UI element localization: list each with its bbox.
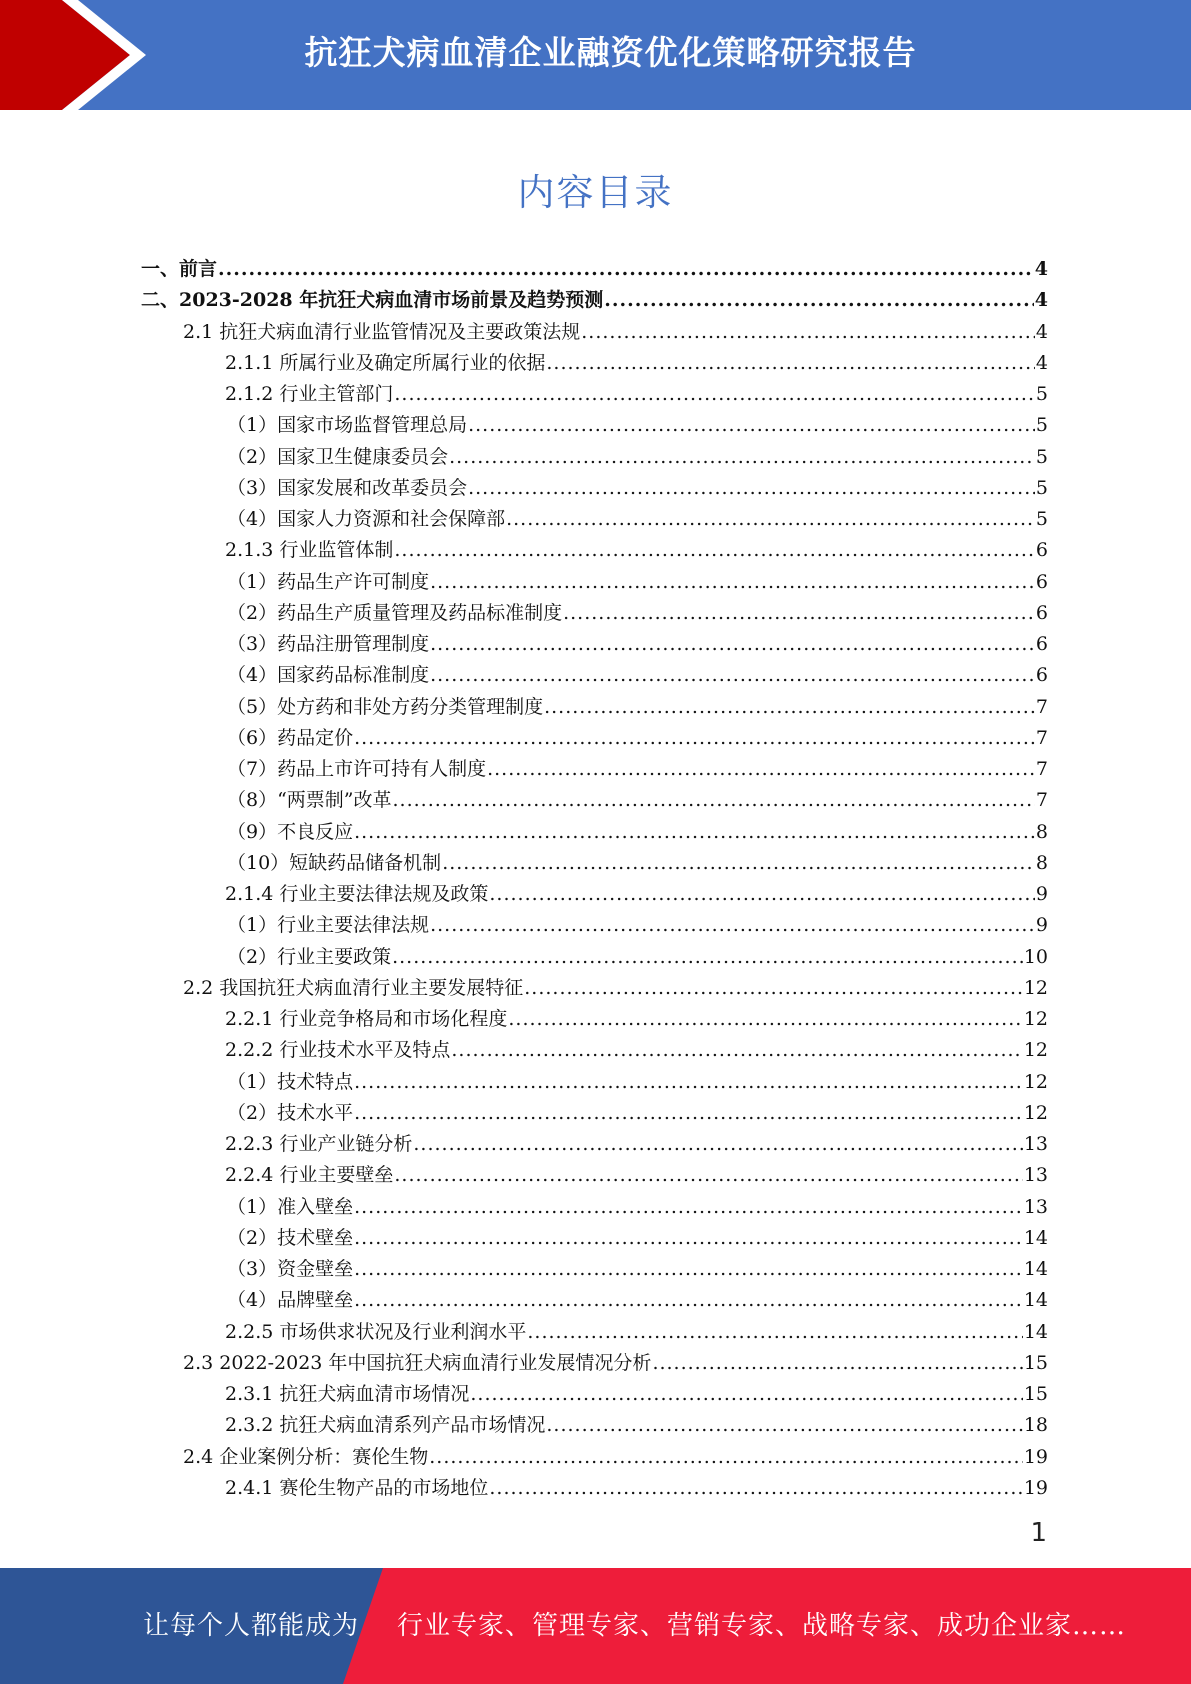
toc-entry-page: 19 [1023, 1476, 1048, 1499]
toc-entry-page: 14 [1023, 1258, 1048, 1280]
toc-dot-leader [354, 821, 1035, 843]
toc-entry[interactable] [141, 785, 1048, 816]
toc-entry-label: 2.2.4 行业主要壁垒 [225, 1164, 394, 1187]
toc-heading: 内容目录 [517, 171, 674, 214]
toc-entry[interactable] [141, 1254, 1048, 1285]
toc-dot-leader [430, 633, 1035, 655]
toc-dot-leader [546, 1414, 1022, 1436]
toc-entry-page: 13 [1023, 1164, 1048, 1187]
toc-entry-label: 二、2023-2028 年抗狂犬病血清市场前景及趋势预测 [141, 289, 604, 312]
toc-entry-label: （1）行业主要法律法规 [227, 914, 430, 937]
toc-entry-label: 2.2.5 市场供求状况及行业利润水平 [225, 1320, 527, 1343]
toc-entry-label: （3）药品注册管理制度 [227, 633, 430, 655]
toc-entry-page: 13 [1023, 1133, 1048, 1155]
toc-entry[interactable] [141, 1285, 1048, 1316]
toc-entry[interactable] [141, 910, 1048, 941]
toc-entry-page: 8 [1035, 820, 1048, 843]
toc-entry[interactable] [141, 1160, 1048, 1191]
toc-entry-label: （8）“两票制”改革 [227, 789, 392, 812]
toc-dot-leader [524, 977, 1023, 999]
footer-slogan-right: 行业专家、管理专家、营销专家、战略专家、成功企业家…… [397, 1611, 1127, 1641]
toc-entry-page: 5 [1035, 445, 1048, 468]
toc-entry-page: 5 [1035, 508, 1048, 530]
toc-entry[interactable] [141, 1004, 1048, 1035]
toc-dot-leader [218, 258, 1034, 280]
toc-dot-leader [449, 446, 1035, 468]
toc-entry-page: 19 [1023, 1445, 1048, 1468]
toc-entry[interactable] [141, 1317, 1048, 1348]
toc-entry-page: 5 [1035, 414, 1048, 437]
toc-entry-page: 12 [1023, 1008, 1048, 1030]
toc-entry-label: 2.2.1 行业竞争格局和市场化程度 [225, 1008, 508, 1030]
toc-entry-label: （3）资金壁垒 [227, 1258, 354, 1280]
toc-dot-leader [430, 571, 1035, 593]
toc-entry-label: （10）短缺药品储备机制 [227, 851, 442, 874]
toc-entry[interactable] [141, 1035, 1048, 1066]
toc-dot-leader [354, 1102, 1023, 1124]
toc-entry-page: 4 [1035, 351, 1048, 374]
toc-entry-page: 6 [1035, 539, 1048, 562]
toc-dot-leader [487, 758, 1035, 780]
toc-entry-label: 2.3.1 抗狂犬病血清市场情况 [225, 1383, 470, 1405]
toc-dot-leader [468, 414, 1035, 436]
toc-entry[interactable] [141, 1129, 1048, 1160]
toc-entry-page: 6 [1035, 633, 1048, 655]
toc-dot-leader [394, 383, 1035, 405]
toc-entry-page: 12 [1023, 1039, 1048, 1062]
toc-dot-leader [544, 696, 1035, 718]
toc-dot-leader [442, 852, 1035, 874]
toc-dot-leader [429, 1446, 1023, 1468]
toc-entry-label: （2）药品生产质量管理及药品标准制度 [227, 601, 563, 624]
toc-entry-label: （2）国家卫生健康委员会 [227, 445, 449, 468]
toc-entry-label: （1）国家市场监督管理总局 [227, 414, 468, 437]
toc-entry-page: 8 [1035, 851, 1048, 874]
toc-entry-label: 一、前言 [141, 258, 218, 280]
toc-entry[interactable] [141, 410, 1048, 441]
toc-entry-label: （2）行业主要政策 [227, 945, 392, 968]
toc-dot-leader [470, 1383, 1022, 1405]
toc-entry-page: 12 [1023, 976, 1048, 999]
toc-dot-leader [354, 1071, 1023, 1093]
table-of-contents [141, 254, 1048, 1504]
footer-slogan-left: 让每个人都能成为 [143, 1611, 360, 1641]
toc-dot-leader [354, 1289, 1023, 1311]
toc-entry-page: 6 [1035, 601, 1048, 624]
toc-entry-label: 2.2.2 行业技术水平及特点 [225, 1039, 451, 1062]
toc-entry-page: 6 [1035, 664, 1048, 687]
toc-entry[interactable] [141, 1348, 1048, 1379]
toc-entry[interactable] [141, 1192, 1048, 1223]
toc-entry[interactable] [141, 317, 1048, 348]
toc-dot-leader [413, 1133, 1022, 1155]
toc-entry-page: 14 [1023, 1289, 1048, 1312]
toc-entry-page: 12 [1023, 1070, 1048, 1093]
toc-dot-leader [393, 789, 1035, 811]
toc-entry[interactable] [141, 754, 1048, 785]
toc-dot-leader [581, 321, 1035, 343]
toc-entry-page: 7 [1035, 789, 1048, 812]
toc-entry[interactable] [141, 442, 1048, 473]
toc-entry-label: （2）技术壁垒 [227, 1226, 354, 1249]
toc-entry[interactable] [141, 660, 1048, 691]
toc-entry-page: 4 [1034, 258, 1048, 280]
toc-dot-leader [430, 664, 1035, 686]
header-chevron-graphic [0, 0, 150, 110]
toc-entry[interactable] [141, 848, 1048, 879]
toc-entry[interactable] [141, 379, 1048, 410]
toc-entry[interactable] [141, 1223, 1048, 1254]
toc-entry-page: 12 [1023, 1101, 1048, 1124]
toc-entry-label: （7）药品上市许可持有人制度 [227, 758, 487, 780]
toc-dot-leader [506, 508, 1035, 530]
toc-entry[interactable] [141, 348, 1048, 379]
toc-entry-page: 9 [1035, 883, 1048, 905]
page-number: 1 [1030, 1518, 1047, 1548]
toc-entry-label: 2.2 我国抗狂犬病血清行业主要发展特征 [183, 976, 524, 999]
toc-entry[interactable] [141, 1379, 1048, 1410]
toc-entry-label: （1）准入壁垒 [227, 1195, 354, 1218]
toc-entry-label: （4）品牌壁垒 [227, 1289, 354, 1312]
toc-dot-leader [489, 883, 1035, 905]
toc-entry-label: （5）处方药和非处方药分类管理制度 [227, 695, 544, 718]
toc-dot-leader [394, 539, 1035, 561]
toc-entry[interactable] [141, 1442, 1048, 1473]
toc-entry-label: 2.1.2 行业主管部门 [225, 383, 394, 405]
toc-entry-page: 15 [1023, 1351, 1048, 1374]
toc-dot-leader [451, 1039, 1022, 1061]
toc-entry-label: （4）国家人力资源和社会保障部 [227, 508, 506, 530]
toc-entry-label: （9）不良反应 [227, 820, 354, 843]
toc-dot-leader [652, 1352, 1022, 1374]
toc-dot-leader [354, 727, 1035, 749]
report-title: 抗狂犬病血清企业融资优化策略研究报告 [304, 33, 917, 72]
toc-dot-leader [508, 1008, 1022, 1030]
toc-entry-label: 2.1.4 行业主要法律法规及政策 [225, 883, 489, 905]
toc-dot-leader [354, 1227, 1023, 1249]
toc-dot-leader [546, 352, 1035, 374]
toc-entry-page: 14 [1023, 1320, 1048, 1343]
toc-entry-label: （1）药品生产许可制度 [227, 570, 430, 593]
toc-entry[interactable] [141, 285, 1048, 316]
toc-dot-leader [468, 477, 1035, 499]
toc-entry[interactable] [141, 723, 1048, 754]
toc-entry-page: 14 [1023, 1226, 1048, 1249]
toc-entry-page: 5 [1035, 476, 1048, 499]
toc-entry[interactable] [141, 692, 1048, 723]
toc-entry[interactable] [141, 629, 1048, 660]
toc-entry-label: （1）技术特点 [227, 1070, 354, 1093]
toc-entry[interactable] [141, 1410, 1048, 1441]
toc-entry-page: 9 [1035, 914, 1048, 937]
toc-entry[interactable] [141, 1473, 1048, 1504]
toc-entry-label: 2.1.1 所属行业及确定所属行业的依据 [225, 351, 546, 374]
toc-entry[interactable] [141, 1098, 1048, 1129]
toc-entry-label: （4）国家药品标准制度 [227, 664, 430, 687]
toc-dot-leader [394, 1164, 1022, 1186]
toc-dot-leader [392, 946, 1023, 968]
toc-entry[interactable] [141, 504, 1048, 535]
toc-entry-label: 2.2.3 行业产业链分析 [225, 1133, 413, 1155]
toc-entry-label: 2.1.3 行业监管体制 [225, 539, 394, 562]
toc-entry[interactable] [141, 973, 1048, 1004]
toc-dot-leader [354, 1258, 1023, 1280]
toc-dot-leader [563, 602, 1035, 624]
toc-entry[interactable] [141, 879, 1048, 910]
toc-entry-label: 2.1 抗狂犬病血清行业监管情况及主要政策法规 [183, 320, 581, 343]
toc-entry[interactable] [141, 567, 1048, 598]
toc-entry-page: 6 [1035, 570, 1048, 593]
toc-entry[interactable] [141, 817, 1048, 848]
toc-entry-page: 4 [1035, 320, 1048, 343]
toc-dot-leader [527, 1321, 1022, 1343]
toc-entry-page: 5 [1035, 383, 1048, 405]
toc-entry-label: 2.4.1 赛伦生物产品的市场地位 [225, 1476, 489, 1499]
toc-entry-label: （2）技术水平 [227, 1101, 354, 1124]
toc-entry-page: 7 [1035, 758, 1048, 780]
toc-entry-page: 7 [1035, 726, 1048, 749]
toc-entry[interactable] [141, 254, 1048, 285]
toc-entry-page: 7 [1035, 695, 1048, 718]
toc-dot-leader [604, 289, 1034, 311]
toc-entry-label: 2.3.2 抗狂犬病血清系列产品市场情况 [225, 1414, 546, 1437]
toc-entry-page: 18 [1023, 1414, 1048, 1437]
toc-entry-label: （3）国家发展和改革委员会 [227, 476, 468, 499]
toc-entry[interactable] [141, 1067, 1048, 1098]
header-banner [0, 0, 1191, 110]
toc-entry[interactable] [141, 535, 1048, 566]
toc-entry-page: 15 [1023, 1383, 1048, 1405]
footer-banner [0, 1568, 1191, 1684]
toc-dot-leader [354, 1196, 1023, 1218]
toc-entry[interactable] [141, 942, 1048, 973]
toc-entry[interactable] [141, 598, 1048, 629]
toc-entry-label: 2.4 企业案例分析：赛伦生物 [183, 1445, 429, 1468]
toc-entry[interactable] [141, 473, 1048, 504]
toc-entry-label: 2.3 2022-2023 年中国抗狂犬病血清行业发展情况分析 [183, 1351, 652, 1374]
toc-dot-leader [430, 914, 1035, 936]
toc-entry-page: 10 [1023, 945, 1048, 968]
toc-entry-label: （6）药品定价 [227, 726, 354, 749]
toc-entry-page: 13 [1023, 1195, 1048, 1218]
toc-entry-page: 4 [1034, 289, 1048, 312]
toc-dot-leader [489, 1477, 1022, 1499]
